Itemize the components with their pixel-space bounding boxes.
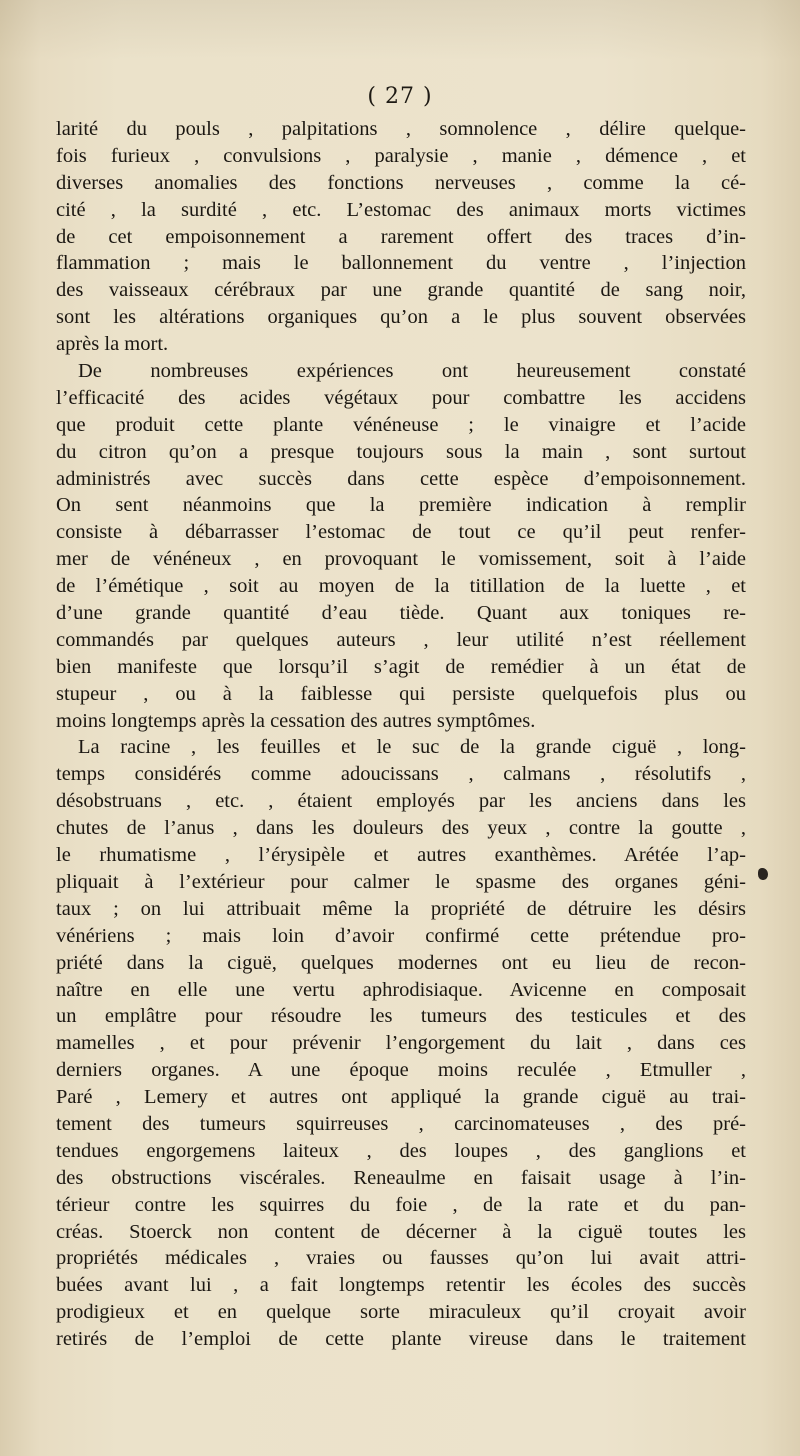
page-shading (0, 0, 800, 60)
text-line: Paré , Lemery et autres ont appliqué la grande ciguë au trai- (56, 1086, 746, 1109)
text-line: commandés par quelques auteurs , leur utilité n’est réellement (56, 628, 746, 651)
text-line: créas. Stoerck non content de décerner à la ciguë toutes les (56, 1220, 746, 1243)
text-line: de l’émétique , soit au moyen de la titillation de la luette , et (56, 575, 746, 598)
text-line: De nombreuses expériences ont heureusement constaté (78, 360, 746, 383)
text-line: diverses anomalies des fonctions nerveuses , comme la cé- (56, 171, 746, 194)
margin-ink-mark (758, 868, 768, 880)
text-line: mer de vénéneux , en provoquant le vomissement, soit à l’aide (56, 548, 746, 571)
text-line: retirés de l’emploi de cette plante vireuse dans le traitement (56, 1328, 746, 1351)
text-line: fois furieux , convulsions , paralysie , manie , démence , et (56, 144, 746, 167)
text-line: chutes de l’anus , dans les douleurs des yeux , contre la goutte , (56, 817, 746, 840)
text-line: de cet empoisonnement a rarement offert des traces d’in- (56, 225, 746, 248)
text-line: sont les altérations organiques qu’on a le plus souvent observées (56, 306, 746, 329)
text-line: On sent néanmoins que la première indication à remplir (56, 494, 746, 517)
text-line: du citron qu’on a presque toujours sous la main , sont surtout (56, 440, 746, 463)
text-line: prodigieux et en quelque sorte miraculeux qu’il croyait avoir (56, 1301, 746, 1324)
text-line: désobstruans , etc. , étaient employés par les anciens dans les (56, 790, 746, 813)
text-line: tendues engorgemens laiteux , des loupes , des ganglions et (56, 1139, 746, 1162)
page-number: ( 27 ) (367, 84, 433, 109)
text-line: vénériens ; mais loin d’avoir confirmé cette prétendue pro- (56, 924, 746, 947)
text-line: administrés avec succès dans cette espèce d’empoisonnement. (56, 467, 746, 490)
text-line: que produit cette plante vénéneuse ; le vinaigre et l’acide (56, 413, 746, 436)
text-line: taux ; on lui attribuait même la propriété de détruire les désirs (56, 897, 746, 920)
text-line: temps considérés comme adoucissans , calmans , résolutifs , (56, 763, 746, 786)
text-line: l’efficacité des acides végétaux pour combattre les accidens (56, 386, 746, 409)
text-line: cité , la surdité , etc. L’estomac des animaux morts victimes (56, 198, 746, 221)
text-line: moins longtemps après la cessation des autres symptômes. (56, 709, 536, 732)
text-line: priété dans la ciguë, quelques modernes ont eu lieu de recon- (56, 951, 746, 974)
text-line: consiste à débarrasser l’estomac de tout ce qu’il peut renfer- (56, 521, 746, 544)
text-line: pliquait à l’extérieur pour calmer le spasme des organes géni- (56, 870, 746, 893)
text-line: flammation ; mais le ballonnement du ventre , l’injection (56, 252, 746, 275)
text-line: La racine , les feuilles et le suc de la grande ciguë , long- (78, 736, 746, 759)
text-line: d’une grande quantité d’eau tiède. Quant aux toniques re- (56, 602, 746, 625)
text-line: après la mort. (56, 333, 169, 356)
text-line: le rhumatisme , l’érysipèle et autres exanthèmes. Arétée l’ap- (56, 844, 746, 867)
text-line: derniers organes. A une époque moins reculée , Etmuller , (56, 1059, 746, 1082)
text-line: bien manifeste que lorsqu’il s’agit de remédier à un état de (56, 655, 746, 678)
text-line: des vaisseaux cérébraux par une grande quantité de sang noir, (56, 279, 746, 302)
text-line: stupeur , ou à la faiblesse qui persiste quelquefois plus ou (56, 682, 746, 705)
text-line: térieur contre les squirres du foie , de la rate et du pan- (56, 1193, 746, 1216)
text-line: mamelles , et pour prévenir l’engorgement du lait , dans ces (56, 1032, 746, 1055)
text-line: des obstructions viscérales. Reneaulme en faisait usage à l’in- (56, 1166, 746, 1189)
text-line: larité du pouls , palpitations , somnolence , délire quelque- (56, 118, 746, 140)
text-line: tement des tumeurs squirreuses , carcinomateuses , des pré- (56, 1112, 746, 1135)
body-text (56, 116, 746, 1353)
text-line: propriétés médicales , vraies ou fausses qu’on lui avait attri- (56, 1247, 746, 1270)
text-line: naître en elle une vertu aphrodisiaque. Avicenne en composait (56, 978, 746, 1001)
text-line: un emplâtre pour résoudre les tumeurs des testicules et des (56, 1005, 746, 1028)
text-line: buées avant lui , a fait longtemps retentir les écoles des succès (56, 1274, 746, 1297)
